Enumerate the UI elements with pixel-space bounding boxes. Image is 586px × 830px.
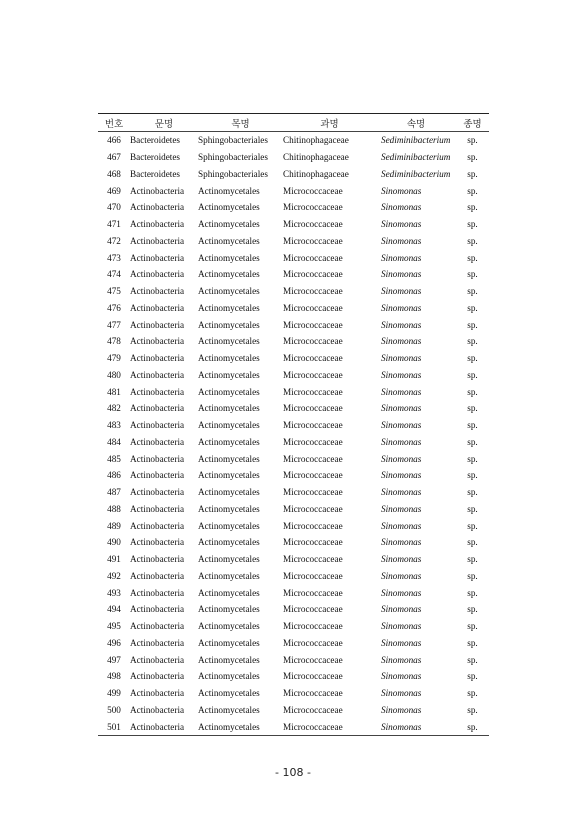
cell-order: Actinomycetales <box>198 302 260 313</box>
cell-genus: Sinomonas <box>381 436 422 447</box>
cell-family: Micrococcaceae <box>283 604 343 615</box>
cell-number: 481 <box>107 386 121 397</box>
cell-phylum: Actinobacteria <box>130 671 185 682</box>
header-number: 번호 <box>98 114 130 132</box>
cell-order: Actinomycetales <box>198 235 260 246</box>
cell-phylum: Actinobacteria <box>130 269 185 280</box>
cell-number: 478 <box>107 336 121 347</box>
cell-phylum: Actinobacteria <box>130 202 185 213</box>
cell-species: sp. <box>467 688 478 699</box>
cell-number: 470 <box>107 202 121 213</box>
cell-family: Micrococcaceae <box>283 570 343 581</box>
header-genus: 속명 <box>376 114 456 132</box>
cell-species: sp. <box>467 152 478 163</box>
cell-order: Actinomycetales <box>198 453 260 464</box>
cell-family: Micrococcaceae <box>283 436 343 447</box>
cell-species: sp. <box>467 436 478 447</box>
cell-family: Micrococcaceae <box>283 704 343 715</box>
cell-phylum: Actinobacteria <box>130 537 185 548</box>
cell-family: Micrococcaceae <box>283 453 343 464</box>
cell-order: Actinomycetales <box>198 671 260 682</box>
cell-family: Micrococcaceae <box>283 185 343 196</box>
table-row <box>98 316 489 333</box>
cell-number: 479 <box>107 353 121 364</box>
cell-number: 488 <box>107 503 121 514</box>
cell-order: Actinomycetales <box>198 604 260 615</box>
cell-number: 484 <box>107 436 121 447</box>
cell-genus: Sinomonas <box>381 570 422 581</box>
cell-genus: Sinomonas <box>381 503 422 514</box>
cell-genus: Sinomonas <box>381 487 422 498</box>
cell-species: sp. <box>467 704 478 715</box>
cell-species: sp. <box>467 403 478 414</box>
cell-number: 486 <box>107 470 121 481</box>
cell-number: 483 <box>107 420 121 431</box>
cell-genus: Sinomonas <box>381 252 422 263</box>
cell-phylum: Actinobacteria <box>130 252 185 263</box>
cell-species: sp. <box>467 269 478 280</box>
cell-phylum: Bacteroidetes <box>130 152 180 163</box>
cell-genus: Sinomonas <box>381 286 422 297</box>
cell-genus: Sinomonas <box>381 520 422 531</box>
cell-number: 493 <box>107 587 121 598</box>
cell-phylum: Actinobacteria <box>130 604 185 615</box>
table-row <box>98 501 489 518</box>
cell-phylum: Actinobacteria <box>130 386 185 397</box>
table-header-row <box>98 114 489 132</box>
cell-genus: Sinomonas <box>376 718 456 735</box>
cell-order: Actinomycetales <box>198 654 260 665</box>
cell-species: sp. <box>467 503 478 514</box>
cell-number: 498 <box>107 671 121 682</box>
table-row <box>98 450 489 467</box>
cell-phylum: Actinobacteria <box>130 637 185 648</box>
cell-genus: Sinomonas <box>381 386 422 397</box>
cell-number: 466 <box>107 135 121 146</box>
cell-order: Actinomycetales <box>198 185 260 196</box>
cell-family: Micrococcaceae <box>283 621 343 632</box>
cell-family: Micrococcaceae <box>283 235 343 246</box>
cell-phylum: Actinobacteria <box>130 503 185 514</box>
cell-genus: Sinomonas <box>381 537 422 548</box>
cell-order: Actinomycetales <box>198 487 260 498</box>
cell-number: 501 <box>98 718 130 735</box>
cell-species: sp. <box>467 386 478 397</box>
cell-family: Micrococcaceae <box>283 554 343 565</box>
table-row <box>98 199 489 216</box>
cell-phylum: Actinobacteria <box>130 718 198 735</box>
cell-phylum: Actinobacteria <box>130 336 185 347</box>
cell-genus: Sinomonas <box>381 621 422 632</box>
cell-order: Sphingobacteriales <box>198 135 268 146</box>
cell-number: 492 <box>107 570 121 581</box>
cell-species: sp. <box>467 202 478 213</box>
cell-genus: Sinomonas <box>381 554 422 565</box>
cell-family: Micrococcaceae <box>283 420 343 431</box>
table-row <box>98 702 489 719</box>
cell-species: sp. <box>467 637 478 648</box>
cell-species: sp. <box>467 520 478 531</box>
cell-species: sp. <box>467 319 478 330</box>
table-row <box>98 568 489 585</box>
cell-family: Micrococcaceae <box>283 537 343 548</box>
taxonomy-table <box>98 113 489 736</box>
cell-species: sp. <box>467 570 478 581</box>
cell-number: 471 <box>107 219 121 230</box>
cell-phylum: Actinobacteria <box>130 570 185 581</box>
cell-phylum: Actinobacteria <box>130 302 185 313</box>
cell-family: Chitinophagaceae <box>283 168 349 179</box>
cell-order: Actinomycetales <box>198 537 260 548</box>
cell-genus: Sinomonas <box>381 353 422 364</box>
cell-order: Actinomycetales <box>198 269 260 280</box>
cell-order: Sphingobacteriales <box>198 168 268 179</box>
cell-species: sp. <box>467 453 478 464</box>
table-row <box>98 132 489 149</box>
cell-genus: Sinomonas <box>381 336 422 347</box>
table-row <box>98 283 489 300</box>
cell-order: Actinomycetales <box>198 637 260 648</box>
header-order: 목명 <box>198 114 283 132</box>
header-phylum: 문명 <box>130 114 198 132</box>
cell-family: Micrococcaceae <box>283 671 343 682</box>
cell-phylum: Actinobacteria <box>130 403 185 414</box>
cell-genus: Sinomonas <box>381 688 422 699</box>
cell-genus: Sinomonas <box>381 654 422 665</box>
cell-species: sp. <box>467 621 478 632</box>
cell-species: sp. <box>456 718 489 735</box>
cell-number: 497 <box>107 654 121 665</box>
cell-order: Actinomycetales <box>198 503 260 514</box>
cell-family: Micrococcaceae <box>283 688 343 699</box>
cell-phylum: Actinobacteria <box>130 704 185 715</box>
cell-family: Micrococcaceae <box>283 252 343 263</box>
table-row <box>98 149 489 166</box>
cell-phylum: Actinobacteria <box>130 470 185 481</box>
cell-genus: Sinomonas <box>381 269 422 280</box>
cell-order: Actinomycetales <box>198 718 283 735</box>
cell-genus: Sinomonas <box>381 319 422 330</box>
cell-family: Micrococcaceae <box>283 386 343 397</box>
cell-number: 489 <box>107 520 121 531</box>
cell-number: 496 <box>107 637 121 648</box>
table-row <box>98 249 489 266</box>
cell-phylum: Actinobacteria <box>130 487 185 498</box>
cell-family: Micrococcaceae <box>283 353 343 364</box>
table-row <box>98 434 489 451</box>
cell-family: Chitinophagaceae <box>283 135 349 146</box>
cell-order: Actinomycetales <box>198 386 260 397</box>
cell-order: Actinomycetales <box>198 470 260 481</box>
cell-family: Micrococcaceae <box>283 286 343 297</box>
cell-family: Micrococcaceae <box>283 637 343 648</box>
cell-species: sp. <box>467 587 478 598</box>
cell-number: 482 <box>107 403 121 414</box>
cell-order: Actinomycetales <box>198 403 260 414</box>
cell-number: 485 <box>107 453 121 464</box>
cell-phylum: Actinobacteria <box>130 286 185 297</box>
cell-family: Micrococcaceae <box>283 503 343 514</box>
cell-family: Micrococcaceae <box>283 718 376 735</box>
cell-phylum: Actinobacteria <box>130 453 185 464</box>
table-row <box>98 584 489 601</box>
cell-species: sp. <box>467 252 478 263</box>
cell-genus: Sinomonas <box>381 403 422 414</box>
cell-order: Actinomycetales <box>198 202 260 213</box>
cell-genus: Sinomonas <box>381 185 422 196</box>
table-row <box>98 551 489 568</box>
cell-order: Actinomycetales <box>198 520 260 531</box>
cell-order: Actinomycetales <box>198 319 260 330</box>
cell-order: Sphingobacteriales <box>198 152 268 163</box>
taxonomy-table-container <box>98 113 489 736</box>
cell-family: Micrococcaceae <box>283 302 343 313</box>
cell-genus: Sediminibacterium <box>381 135 451 146</box>
cell-family: Micrococcaceae <box>283 202 343 213</box>
table-row <box>98 266 489 283</box>
cell-family: Micrococcaceae <box>283 403 343 414</box>
cell-genus: Sinomonas <box>381 202 422 213</box>
cell-genus: Sinomonas <box>381 369 422 380</box>
table-row <box>98 718 489 735</box>
cell-genus: Sinomonas <box>381 671 422 682</box>
cell-order: Actinomycetales <box>198 621 260 632</box>
cell-family: Micrococcaceae <box>283 520 343 531</box>
cell-genus: Sinomonas <box>381 604 422 615</box>
table-row <box>98 651 489 668</box>
cell-family: Micrococcaceae <box>283 319 343 330</box>
cell-species: sp. <box>467 654 478 665</box>
cell-genus: Sediminibacterium <box>381 152 451 163</box>
cell-number: 499 <box>107 688 121 699</box>
table-row <box>98 685 489 702</box>
cell-number: 491 <box>107 554 121 565</box>
cell-family: Chitinophagaceae <box>283 152 349 163</box>
cell-genus: Sinomonas <box>381 704 422 715</box>
cell-phylum: Actinobacteria <box>130 621 185 632</box>
cell-species: sp. <box>467 336 478 347</box>
cell-species: sp. <box>467 369 478 380</box>
cell-number: 487 <box>107 487 121 498</box>
cell-species: sp. <box>467 470 478 481</box>
cell-number: 490 <box>107 537 121 548</box>
cell-number: 495 <box>107 621 121 632</box>
cell-phylum: Actinobacteria <box>130 436 185 447</box>
cell-species: sp. <box>467 537 478 548</box>
cell-phylum: Actinobacteria <box>130 688 185 699</box>
cell-genus: Sinomonas <box>381 470 422 481</box>
table-row <box>98 350 489 367</box>
cell-family: Micrococcaceae <box>283 369 343 380</box>
table-row <box>98 383 489 400</box>
table-row <box>98 233 489 250</box>
cell-order: Actinomycetales <box>198 570 260 581</box>
table-row <box>98 400 489 417</box>
cell-order: Actinomycetales <box>198 436 260 447</box>
table-row <box>98 618 489 635</box>
cell-genus: Sinomonas <box>381 302 422 313</box>
cell-order: Actinomycetales <box>198 369 260 380</box>
table-row <box>98 517 489 534</box>
cell-phylum: Actinobacteria <box>130 587 185 598</box>
cell-species: sp. <box>467 554 478 565</box>
cell-order: Actinomycetales <box>198 336 260 347</box>
cell-phylum: Actinobacteria <box>130 319 185 330</box>
cell-number: 480 <box>107 369 121 380</box>
header-family: 과명 <box>283 114 376 132</box>
cell-phylum: Actinobacteria <box>130 235 185 246</box>
cell-number: 467 <box>107 152 121 163</box>
cell-species: sp. <box>467 286 478 297</box>
cell-family: Micrococcaceae <box>283 336 343 347</box>
cell-phylum: Actinobacteria <box>130 520 185 531</box>
cell-phylum: Actinobacteria <box>130 420 185 431</box>
cell-order: Actinomycetales <box>198 554 260 565</box>
table-body <box>98 132 489 736</box>
table-row <box>98 182 489 199</box>
cell-phylum: Actinobacteria <box>130 353 185 364</box>
cell-family: Micrococcaceae <box>283 487 343 498</box>
cell-family: Micrococcaceae <box>283 470 343 481</box>
cell-species: sp. <box>467 168 478 179</box>
cell-number: 473 <box>107 252 121 263</box>
cell-phylum: Actinobacteria <box>130 654 185 665</box>
cell-phylum: Bacteroidetes <box>130 135 180 146</box>
table-row <box>98 484 489 501</box>
cell-phylum: Bacteroidetes <box>130 168 180 179</box>
cell-genus: Sinomonas <box>381 637 422 648</box>
cell-number: 474 <box>107 269 121 280</box>
table-row <box>98 216 489 233</box>
cell-phylum: Actinobacteria <box>130 554 185 565</box>
cell-order: Actinomycetales <box>198 252 260 263</box>
table-row <box>98 635 489 652</box>
table-row <box>98 417 489 434</box>
cell-species: sp. <box>467 420 478 431</box>
cell-number: 476 <box>107 302 121 313</box>
cell-genus: Sinomonas <box>381 235 422 246</box>
cell-order: Actinomycetales <box>198 587 260 598</box>
cell-number: 500 <box>107 704 121 715</box>
cell-species: sp. <box>467 604 478 615</box>
cell-genus: Sinomonas <box>381 587 422 598</box>
cell-number: 468 <box>107 168 121 179</box>
cell-species: sp. <box>467 487 478 498</box>
cell-species: sp. <box>467 185 478 196</box>
table-row <box>98 668 489 685</box>
table-row <box>98 300 489 317</box>
table-row <box>98 367 489 384</box>
cell-species: sp. <box>467 302 478 313</box>
cell-family: Micrococcaceae <box>283 219 343 230</box>
cell-genus: Sediminibacterium <box>381 168 451 179</box>
table-row <box>98 166 489 183</box>
table-row <box>98 534 489 551</box>
cell-species: sp. <box>467 235 478 246</box>
header-species: 종명 <box>456 114 489 132</box>
cell-phylum: Actinobacteria <box>130 219 185 230</box>
cell-species: sp. <box>467 135 478 146</box>
cell-order: Actinomycetales <box>198 219 260 230</box>
cell-number: 477 <box>107 319 121 330</box>
cell-number: 494 <box>107 604 121 615</box>
cell-order: Actinomycetales <box>198 353 260 364</box>
cell-species: sp. <box>467 219 478 230</box>
page-number: - 108 - <box>275 766 311 779</box>
cell-order: Actinomycetales <box>198 420 260 431</box>
cell-family: Micrococcaceae <box>283 269 343 280</box>
cell-family: Micrococcaceae <box>283 654 343 665</box>
cell-number: 475 <box>107 286 121 297</box>
cell-family: Micrococcaceae <box>283 587 343 598</box>
cell-number: 469 <box>107 185 121 196</box>
table-row <box>98 333 489 350</box>
cell-order: Actinomycetales <box>198 688 260 699</box>
table-row <box>98 467 489 484</box>
cell-species: sp. <box>467 671 478 682</box>
cell-genus: Sinomonas <box>381 453 422 464</box>
cell-order: Actinomycetales <box>198 704 260 715</box>
cell-phylum: Actinobacteria <box>130 185 185 196</box>
cell-order: Actinomycetales <box>198 286 260 297</box>
cell-number: 472 <box>107 235 121 246</box>
cell-phylum: Actinobacteria <box>130 369 185 380</box>
cell-species: sp. <box>467 353 478 364</box>
cell-genus: Sinomonas <box>381 420 422 431</box>
table-row <box>98 601 489 618</box>
cell-genus: Sinomonas <box>381 219 422 230</box>
